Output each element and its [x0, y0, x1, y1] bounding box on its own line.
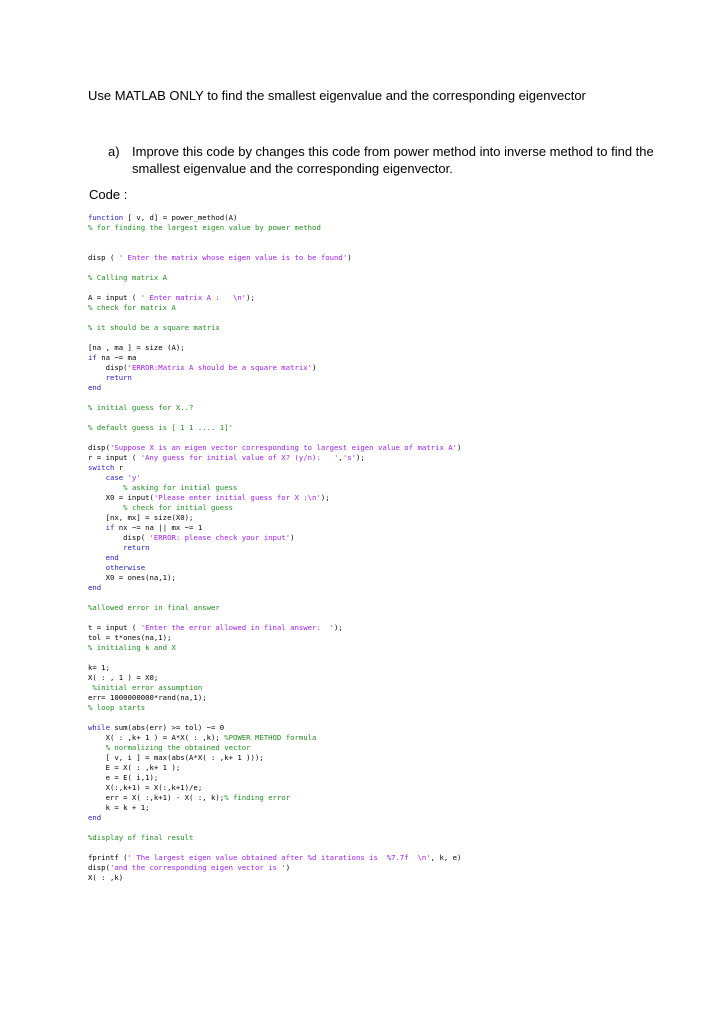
code-line: [88, 223, 688, 233]
code-line: [88, 363, 688, 373]
code-text: r = input (: [88, 453, 141, 462]
code-line: [88, 253, 688, 263]
document-heading: Use MATLAB ONLY to find the smallest eigenvalue and the corresponding eigenvector: [88, 88, 586, 103]
code-comment: % it should be a square matrix: [88, 323, 220, 332]
code-comment: %initial error assumption: [92, 683, 203, 692]
code-string: 'Enter the error allowed in final answer: ': [140, 623, 335, 632]
code-line: [88, 793, 688, 803]
code-line: [88, 503, 688, 513]
code-text: X( : , 1 ) = X0;: [88, 673, 159, 682]
code-line: [88, 823, 688, 833]
code-comment: % check for initial guess: [123, 503, 233, 512]
code-text: [nx, mx] = size(X0);: [88, 513, 194, 522]
code-line: [88, 863, 688, 873]
code-keyword: otherwise: [105, 563, 146, 572]
code-text: [88, 503, 123, 512]
code-line: [88, 243, 688, 253]
code-text: t = input (: [88, 623, 141, 632]
code-line: [88, 533, 688, 543]
code-line: [88, 353, 688, 363]
code-text: ): [457, 443, 462, 452]
code-heading: Code :: [89, 187, 128, 202]
code-comment: % check for matrix A: [88, 303, 176, 312]
code-block: [88, 213, 688, 883]
code-comment: % initialing k and X: [88, 643, 176, 652]
code-keyword: return: [105, 373, 132, 382]
code-line: [88, 333, 688, 343]
code-keyword: while: [88, 723, 110, 732]
question-marker: a): [108, 144, 120, 159]
code-line: [88, 743, 688, 753]
code-string: 'Any guess for initial value of X? (y/n): ': [140, 453, 339, 462]
code-line: [88, 723, 688, 733]
code-line: [88, 283, 688, 293]
code-text: X0 = input(: [88, 493, 154, 502]
code-line: [88, 763, 688, 773]
code-comment: % Calling matrix A: [88, 273, 168, 282]
code-line: [88, 513, 688, 523]
code-line: [88, 233, 688, 243]
code-string: 'and the corresponding eigen vector is ': [109, 863, 286, 872]
code-line: [88, 583, 688, 593]
code-text: ): [290, 533, 295, 542]
code-line: [88, 213, 688, 223]
code-comment: % default guess is [ 1 1 .... 1]': [88, 423, 233, 432]
code-line: [88, 293, 688, 303]
code-line: [88, 843, 688, 853]
code-text: ): [312, 363, 317, 372]
code-line: [88, 403, 688, 413]
code-line: [88, 733, 688, 743]
code-line: [88, 263, 688, 273]
code-line: [88, 753, 688, 763]
code-text: E = X( : ,k+ 1 );: [88, 763, 181, 772]
code-line: [88, 463, 688, 473]
code-line: [88, 573, 688, 583]
code-comment: % initial guess for X..?: [88, 403, 194, 412]
code-string: 'Please enter initial guess for X :\n': [153, 493, 321, 502]
code-keyword: end: [88, 383, 102, 392]
code-text: err = X( :,k+1) - X( :, k);: [88, 793, 225, 802]
code-line: [88, 383, 688, 393]
code-string: ' Enter the matrix whose eigen value is to be found': [118, 253, 348, 262]
code-line: [88, 603, 688, 613]
code-text: X( : ,k+ 1 ) = A*X( : ,k);: [88, 733, 225, 742]
code-line: [88, 543, 688, 553]
code-text: , k, e): [430, 853, 462, 862]
code-line: [88, 373, 688, 383]
code-text: disp(: [88, 533, 150, 542]
code-line: [88, 813, 688, 823]
code-line: [88, 483, 688, 493]
code-keyword: switch: [88, 463, 115, 472]
code-line: [88, 783, 688, 793]
code-text: ,: [338, 453, 343, 462]
code-text: tol = t*ones(na,1);: [88, 633, 172, 642]
code-text: ): [347, 253, 352, 262]
code-text: [88, 743, 106, 752]
code-text: [na , ma ] = size (A);: [88, 343, 185, 352]
code-line: [88, 393, 688, 403]
code-line: [88, 273, 688, 283]
code-line: [88, 453, 688, 463]
code-line: [88, 473, 688, 483]
code-line: [88, 703, 688, 713]
code-text: X( : ,k): [88, 873, 124, 882]
code-line: [88, 683, 688, 693]
code-line: [88, 833, 688, 843]
code-text: nx ~= na || mx ~= 1: [114, 523, 203, 532]
code-line: [88, 713, 688, 723]
code-keyword: return: [123, 543, 150, 552]
code-line: [88, 623, 688, 633]
code-comment: %allowed error in final answer: [88, 603, 220, 612]
code-text: err= 1000000000*rand(na,1);: [88, 693, 207, 702]
code-line: [88, 443, 688, 453]
code-text: disp(: [88, 363, 128, 372]
code-string: 's': [342, 453, 357, 462]
code-text: [88, 373, 106, 382]
code-line: [88, 303, 688, 313]
code-line: [88, 773, 688, 783]
code-text: );: [334, 623, 343, 632]
code-text: na ~= ma: [96, 353, 137, 362]
code-text: [88, 483, 123, 492]
code-text: disp (: [88, 253, 119, 262]
code-keyword: end: [105, 553, 119, 562]
code-line: [88, 493, 688, 503]
code-text: );: [356, 453, 365, 462]
code-line: [88, 523, 688, 533]
code-text: ): [285, 863, 291, 872]
code-comment: % normalizing the obtained vector: [105, 743, 251, 752]
code-string: 'ERROR:Matrix A should be a square matrix': [127, 363, 313, 372]
code-text: [ v, d] = power_method(A): [123, 213, 238, 222]
code-text: A = input (: [88, 293, 141, 302]
code-comment: %display of final result: [88, 833, 194, 842]
code-text: [88, 523, 106, 532]
code-keyword: function: [88, 213, 124, 222]
code-line: [88, 313, 688, 323]
code-string: ' Enter matrix A : \n': [140, 293, 247, 302]
code-line: [88, 563, 688, 573]
code-text: sum(abs(err) >= tol) ~= 0: [109, 723, 225, 732]
code-text: [ v, i ] = max(abs(A*X( : ,k+ 1 )));: [88, 753, 264, 762]
code-string: 'Suppose X is an eigen vector corresponding to largest eigen value of matrix A': [109, 443, 458, 452]
code-comment: %POWER METHOD formula: [224, 733, 317, 742]
code-line: [88, 693, 688, 703]
code-line: [88, 433, 688, 443]
code-text: );: [320, 493, 330, 502]
code-line: [88, 423, 688, 433]
code-text: [88, 543, 123, 552]
code-line: [88, 643, 688, 653]
code-line: [88, 613, 688, 623]
code-line: [88, 663, 688, 673]
code-comment: % loop starts: [88, 703, 146, 712]
code-text: k = k + 1;: [88, 803, 150, 812]
code-text: X(:,k+1) = X(:,k+1)/e;: [88, 783, 203, 792]
code-keyword: if: [88, 353, 97, 362]
code-string: 'y': [127, 473, 141, 482]
code-comment: % for finding the largest eigen value by power method: [88, 223, 321, 232]
code-keyword: end: [88, 813, 102, 822]
code-line: [88, 653, 688, 663]
code-keyword: if: [105, 523, 115, 532]
code-line: [88, 343, 688, 353]
code-keyword: end: [88, 583, 102, 592]
code-text: k= 1;: [88, 663, 110, 672]
code-line: [88, 323, 688, 333]
code-text: );: [246, 293, 255, 302]
code-text: [88, 553, 106, 562]
code-comment: % asking for initial guess: [123, 483, 238, 492]
code-text: fprintf (: [88, 853, 128, 862]
code-comment: % finding error: [224, 793, 291, 802]
code-text: disp(: [88, 863, 110, 872]
code-line: [88, 873, 688, 883]
code-line: [88, 553, 688, 563]
code-text: [88, 563, 106, 572]
code-line: [88, 593, 688, 603]
code-keyword: case: [105, 473, 124, 482]
question-text: Improve this code by changes this code from power method into inverse method to find the smallest eigenvalue and the corresponding eigenvector.: [132, 144, 654, 176]
code-text: disp(: [88, 443, 110, 452]
code-text: X0 = ones(na,1);: [88, 573, 176, 582]
code-line: [88, 413, 688, 423]
code-string: ' The largest eigen value obtained after %d itarations is %7.7f \n': [127, 853, 431, 862]
code-text: e = E( i,1);: [88, 773, 159, 782]
code-line: [88, 673, 688, 683]
code-line: [88, 853, 688, 863]
code-line: [88, 633, 688, 643]
code-text: r: [114, 463, 124, 472]
code-line: [88, 803, 688, 813]
code-text: [88, 473, 106, 482]
code-string: 'ERROR: please check your input': [149, 533, 291, 542]
question-a: [108, 143, 668, 177]
